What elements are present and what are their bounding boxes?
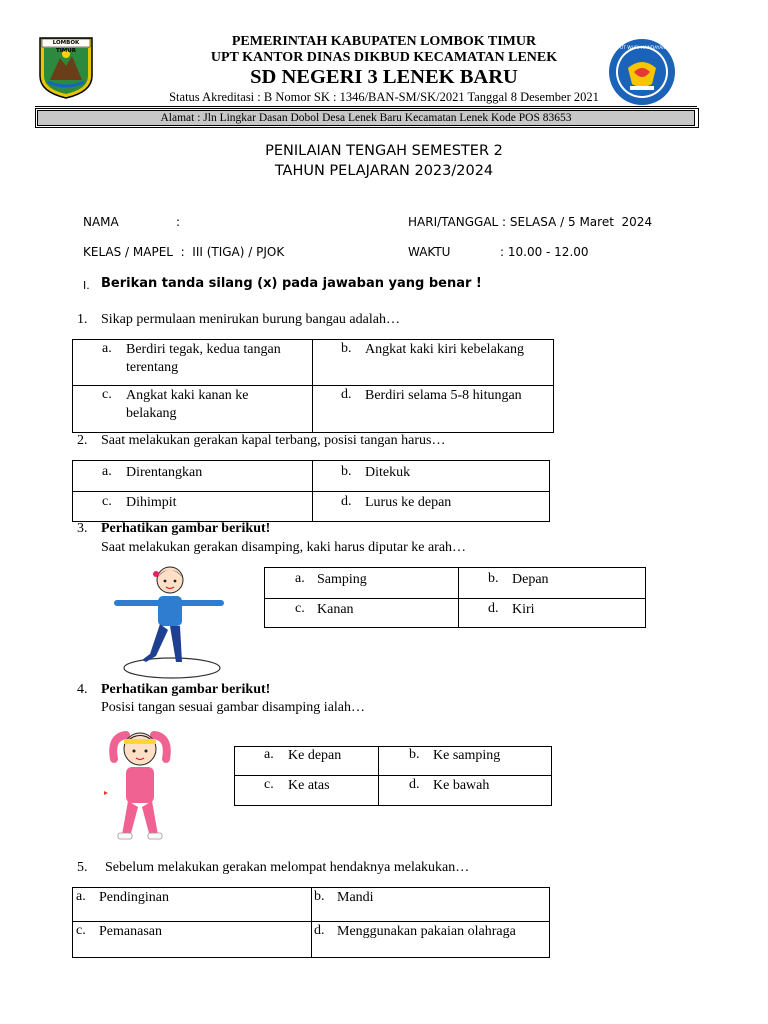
option-1d[interactable]: d. Berdiri selama 5-8 hitungan	[313, 386, 554, 433]
option-5b[interactable]: b. Mandi	[312, 888, 550, 922]
question-5-number: 5.	[77, 860, 88, 875]
option-4d[interactable]: d. Ke bawah	[379, 776, 552, 806]
option-1b[interactable]: b. Angkat kaki kiri kebelakang	[313, 340, 554, 386]
girl-hands-on-head-illustration	[104, 727, 176, 847]
question-5-options	[72, 887, 550, 958]
accreditation-status: Status Akreditasi : B Nomor SK : 1346/BAN-SM/SK/2021 Tanggal 8 Desember 2021	[169, 90, 599, 104]
option-2b[interactable]: b. Ditekuk	[313, 461, 550, 492]
hari-tanggal: HARI/TANGGAL : SELASA / 5 Maret 2024	[408, 215, 653, 229]
header-divider	[35, 106, 697, 107]
question-3-options	[264, 567, 646, 628]
option-2d[interactable]: d. Lurus ke depan	[313, 492, 550, 522]
section-numeral: I.	[83, 279, 90, 292]
question-1-number: 1.	[77, 312, 88, 327]
option-3d[interactable]: d. Kiri	[459, 599, 646, 628]
waktu-label: WAKTU	[408, 245, 451, 259]
option-1a[interactable]: a. Berdiri tegak, kedua tangan terentang	[73, 340, 313, 386]
header-line-2: UPT KANTOR DINAS DIKBUD KECAMATAN LENEK	[210, 50, 558, 65]
question-3-number: 3.	[77, 521, 88, 536]
kemdikbud-logo	[608, 38, 676, 106]
question-4-number: 4.	[77, 682, 88, 697]
question-3-text: Saat melakukan gerakan disamping, kaki harus diputar ke arah…	[101, 540, 467, 555]
option-5d[interactable]: d. Menggunakan pakaian olahraga	[312, 922, 550, 958]
address-text: Alamat : Jln Lingkar Dasan Dobol Desa Lenek Baru Kecamatan Lenek Kode POS 83653	[37, 110, 695, 126]
option-3b[interactable]: b. Depan	[459, 568, 646, 599]
option-3c[interactable]: c. Kanan	[265, 599, 459, 628]
kemdikbud-logo-label: TUT WURI HANDAYANI	[617, 46, 667, 51]
question-2-number: 2.	[77, 433, 88, 448]
option-5a[interactable]: a. Pendinginan	[73, 888, 312, 922]
regency-logo-label: LOMBOK TIMUR	[52, 40, 80, 54]
question-4-heading: Perhatikan gambar berikut!	[101, 682, 271, 697]
option-5c[interactable]: c. Pemanasan	[73, 922, 312, 958]
section-instruction: Berikan tanda silang (x) pada jawaban yang benar !	[101, 276, 482, 291]
option-4b[interactable]: b. Ke samping	[379, 747, 552, 776]
nama-label: NAMA	[83, 215, 119, 229]
option-2a[interactable]: a. Direntangkan	[73, 461, 313, 492]
question-3-heading: Perhatikan gambar berikut!	[101, 521, 271, 536]
question-4-options	[234, 746, 552, 806]
option-3a[interactable]: a. Samping	[265, 568, 459, 599]
school-name: SD NEGERI 3 LENEK BARU	[250, 66, 518, 88]
question-1-options	[72, 339, 554, 433]
girl-arms-outstretched-illustration	[112, 562, 228, 682]
question-2-text: Saat melakukan gerakan kapal terbang, posisi tangan harus…	[101, 433, 446, 448]
option-4c[interactable]: c. Ke atas	[235, 776, 379, 806]
option-1c[interactable]: c. Angkat kaki kanan ke belakang	[73, 386, 313, 433]
header-line-1: PEMERINTAH KABUPATEN LOMBOK TIMUR	[231, 34, 537, 49]
nama-colon: :	[176, 215, 181, 229]
question-5-text: Sebelum melakukan gerakan melompat hendaknya melakukan…	[105, 860, 470, 875]
kelas-mapel: KELAS / MAPEL : III (TIGA) / PJOK	[83, 245, 285, 259]
option-4a[interactable]: a. Ke depan	[235, 747, 379, 776]
exam-title: PENILAIAN TENGAH SEMESTER 2	[265, 143, 503, 159]
option-2c[interactable]: c. Dihimpit	[73, 492, 313, 522]
question-1-text: Sikap permulaan menirukan burung bangau adalah…	[101, 312, 400, 327]
school-year: TAHUN PELAJARAN 2023/2024	[274, 163, 494, 179]
question-4-text: Posisi tangan sesuai gambar disamping ialah…	[101, 700, 366, 715]
question-2-options	[72, 460, 550, 522]
waktu-value: : 10.00 - 12.00	[500, 245, 589, 259]
